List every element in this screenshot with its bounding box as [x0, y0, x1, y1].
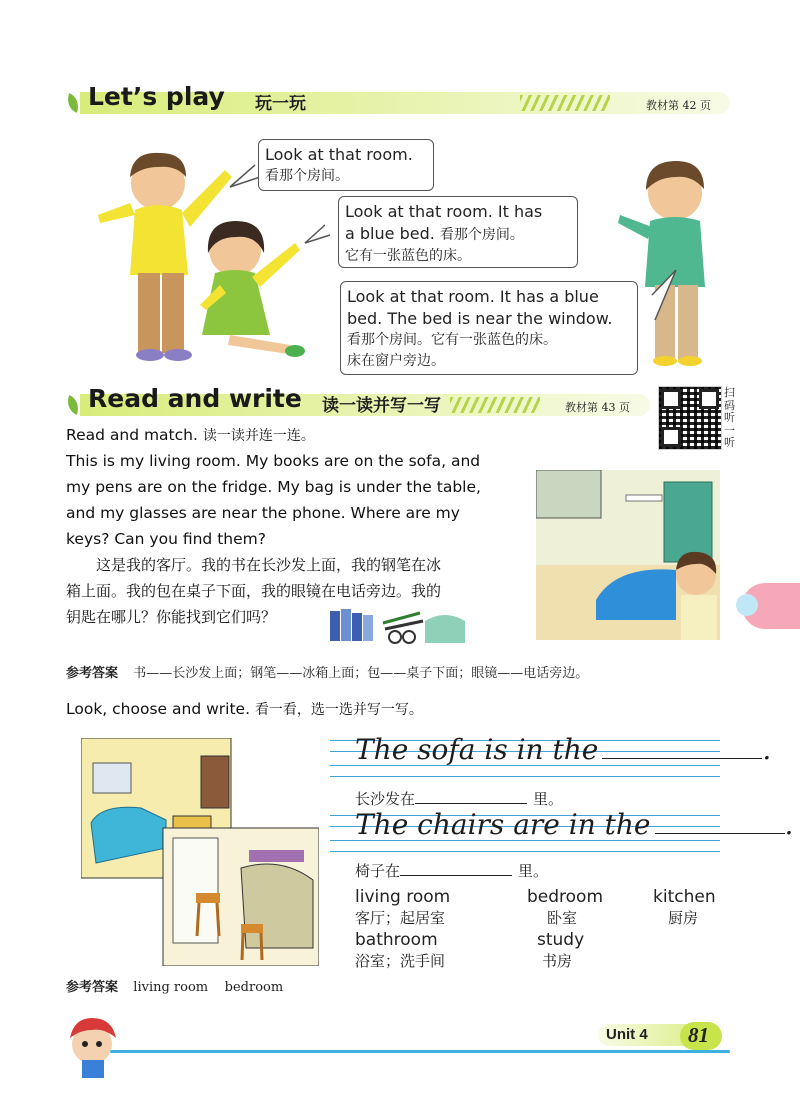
- word-bathroom-cn: 浴室；洗手间: [355, 952, 446, 970]
- section-title-en: Read and write: [88, 384, 302, 413]
- footer-line: [110, 1050, 730, 1053]
- bubble-1-cn: 看那个房间。: [265, 168, 349, 184]
- bubble-2-en1: Look at that room. It has: [345, 202, 543, 221]
- bubble-3-cn2: 床在窗户旁边。: [347, 353, 445, 369]
- word-bedroom: bedroom: [527, 887, 604, 907]
- bubble-2-cn-inline: 看那个房间。: [439, 227, 524, 243]
- word-bathroom: bathroom: [355, 930, 438, 950]
- sentence-1: The sofa is in the .: [355, 733, 772, 766]
- word-study-cn: 书房: [542, 952, 573, 970]
- sentence-1-cn: 长沙发在 里。: [355, 790, 564, 808]
- section-title-en: Let’s play: [88, 82, 225, 111]
- page-reference: 教材第 42 页: [646, 99, 711, 112]
- word-study: study: [537, 930, 585, 950]
- sentence-2: The chairs are in the .: [355, 808, 794, 841]
- sentence-2-cn: 椅子在 里。: [355, 862, 549, 880]
- reading-passage: This is my living room. My books are on the sofa, and my pens are on the fridge. My bag is under the table, and my glasses are near the phone. Where are my keys? Can you find them?: [66, 452, 481, 548]
- bubble-2-en2: a blue bed.: [345, 224, 435, 243]
- page-number: 81: [688, 1023, 709, 1047]
- bubble-3-cn1: 看那个房间。它有一张蓝色的床。: [347, 332, 557, 348]
- word-living-room-cn: 客厅；起居室: [355, 909, 446, 927]
- speech-bubble-1: [258, 139, 434, 191]
- unit-label: Unit 4: [606, 1026, 648, 1043]
- speech-bubble-2: [338, 196, 578, 268]
- girl-green-figure: [200, 221, 305, 357]
- guide-line: [330, 776, 720, 777]
- page-reference: 教材第 43 页: [565, 401, 630, 414]
- part2-instruction: Look, choose and write. 看一看，选一选并写一写。: [66, 700, 423, 718]
- items-illustration: [325, 603, 470, 647]
- mascot-illustration: [56, 1010, 136, 1082]
- section-title-cn: 读一读并写一写: [322, 396, 441, 416]
- bubble-3-en1: Look at that room. It has a blue: [347, 287, 599, 306]
- bubble-3-en2: bed. The bed is near the window.: [347, 309, 613, 328]
- qr-caption: 扫 码 听 一 听: [724, 386, 735, 449]
- qr-code[interactable]: [658, 386, 722, 450]
- guide-line: [330, 851, 720, 852]
- word-kitchen: kitchen: [653, 887, 716, 907]
- section-title-cn: 玩一玩: [255, 94, 306, 114]
- word-living-room: living room: [355, 887, 451, 907]
- word-kitchen-cn: 厨房: [668, 909, 699, 927]
- house-illustration: [81, 738, 319, 966]
- passage-translation: 这是我的客厅。我的书在长沙发上面，我的钢笔在冰 箱上面。我的包在桌子下面，我的眼镜在电话旁边。我的 钥匙在哪儿？你能找到它们吗？: [66, 556, 442, 626]
- word-bedroom-cn: 卧室: [547, 909, 578, 927]
- living-room-illustration: [536, 470, 720, 640]
- bubble-2-cn2: 它有一张蓝色的床。: [345, 248, 471, 264]
- speech-bubble-3: [340, 281, 638, 375]
- part1-instruction: Read and match. 读一读并连一连。: [66, 426, 315, 444]
- mascot-icon: [736, 594, 758, 616]
- bubble-1-en: Look at that room.: [265, 145, 413, 164]
- part2-answer: 参考答案 living room bedroom: [66, 980, 284, 995]
- part1-answer: 参考答案 书——长沙发上面；钢笔——冰箱上面；包——桌子下面；眼镜——电话旁边。: [66, 666, 589, 681]
